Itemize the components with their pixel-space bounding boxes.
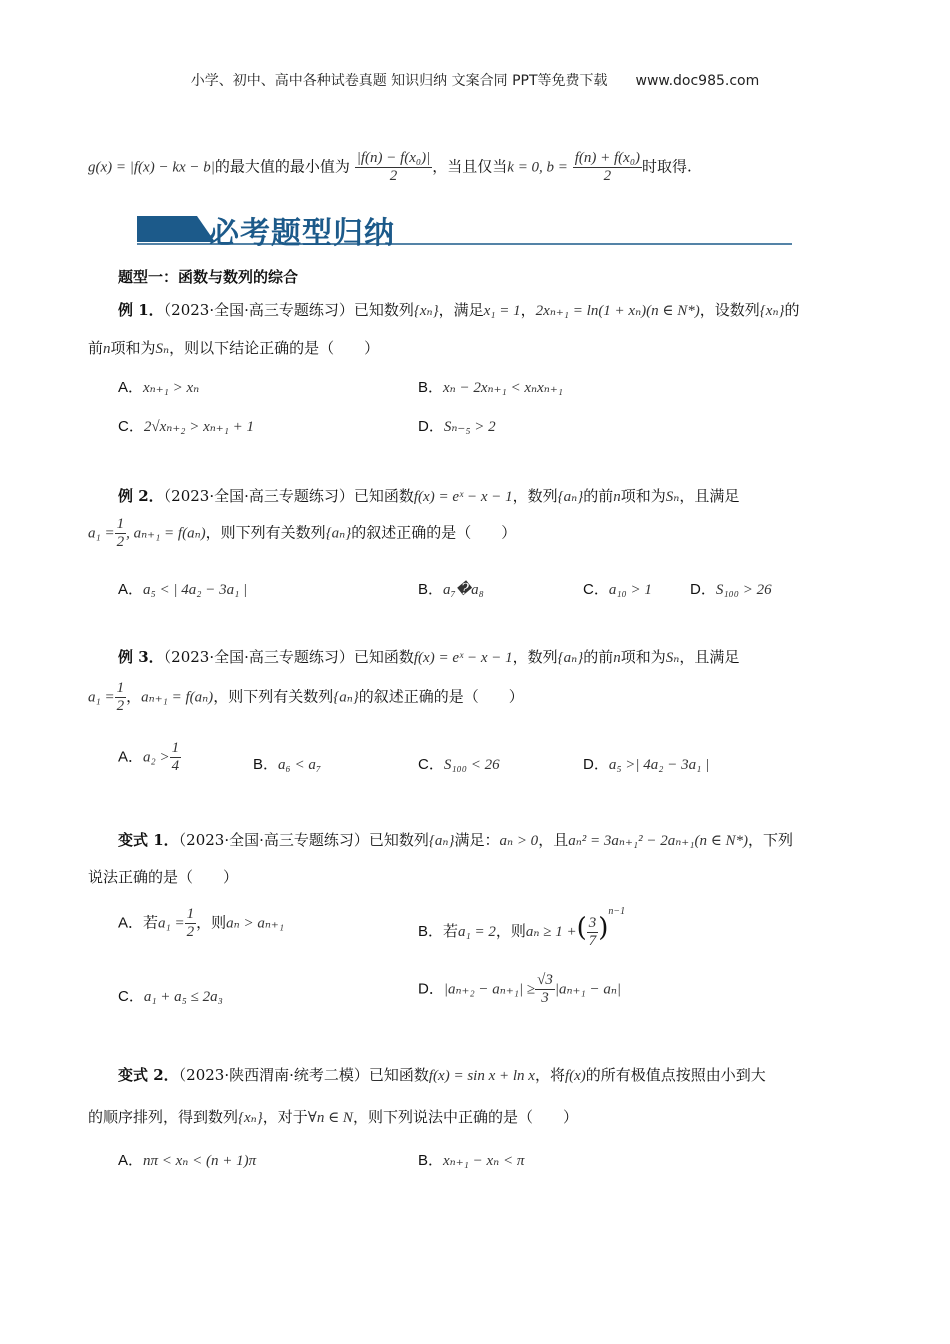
text: 的 bbox=[784, 301, 800, 319]
option-value: a₂ > bbox=[143, 749, 170, 766]
example-1-option-a[interactable] bbox=[118, 376, 199, 397]
text: 若 bbox=[443, 922, 459, 940]
option-label: C． bbox=[583, 581, 609, 598]
text: ，下列 bbox=[748, 831, 794, 849]
variant-2-option-b[interactable] bbox=[418, 1149, 524, 1170]
option-label: A． bbox=[118, 1152, 144, 1169]
math: f(x) bbox=[564, 1068, 586, 1084]
option-label: A． bbox=[118, 748, 144, 766]
example-2-option-b[interactable] bbox=[418, 578, 484, 599]
math: ∀n ∈ N bbox=[307, 1110, 353, 1126]
example-3-option-c[interactable] bbox=[418, 753, 500, 774]
page-header bbox=[0, 70, 950, 90]
intro-text-1: 的最大值的最小值为 bbox=[214, 157, 350, 176]
text: ，则以下结论正确的是（ ） bbox=[169, 339, 380, 357]
example-3-line-1 bbox=[118, 646, 739, 667]
example-1-option-c[interactable] bbox=[118, 415, 254, 436]
text: 的前 bbox=[583, 648, 614, 666]
example-2-option-a[interactable] bbox=[118, 578, 247, 599]
math: {aₙ} bbox=[557, 650, 584, 666]
option-label: C． bbox=[418, 756, 444, 773]
option-label: B． bbox=[418, 581, 444, 598]
text: ， bbox=[126, 687, 142, 706]
math: f(x) = eˣ − x − 1 bbox=[413, 650, 513, 666]
option-label: B． bbox=[253, 756, 279, 773]
header-text: 小学、初中、高中各种试卷真题 知识归纳 文案合同 PPT等免费下载 bbox=[190, 73, 608, 89]
fraction-half: $\frac{1}{2}$ bbox=[116, 680, 125, 714]
variant-2-label: 变式 2． bbox=[118, 1066, 179, 1084]
example-2-label: 例 2． bbox=[118, 487, 164, 505]
fraction-quarter: $\frac{1}{4}$ bbox=[171, 740, 180, 774]
intro-condition: k = 0, b = bbox=[507, 159, 568, 176]
option-value: |aₙ₊₂ − aₙ₊₁| ≥ bbox=[443, 981, 536, 998]
math: {aₙ} bbox=[333, 689, 359, 706]
example-1-source: （2023·全国·高三专题练习）已知数列 bbox=[163, 301, 414, 319]
math: {aₙ} bbox=[325, 525, 352, 542]
option-value: Sₙ₋₅ > 2 bbox=[443, 419, 496, 435]
paren-right: ) bbox=[598, 913, 609, 943]
paren-left: ( bbox=[576, 913, 587, 943]
text: ，则下列有关数列 bbox=[213, 687, 334, 706]
option-value: a₅ < | 4a₂ − 3a₁ | bbox=[143, 582, 248, 598]
example-1-option-d[interactable] bbox=[418, 415, 496, 436]
text: ， bbox=[520, 301, 536, 319]
text: 的顺序排列，得到数列 bbox=[88, 1108, 239, 1126]
math: a₁ = 2 bbox=[458, 924, 496, 940]
math: , aₙ₊₁ = f(aₙ) bbox=[126, 525, 206, 542]
option-value: a₁ + a₅ ≤ 2a₃ bbox=[143, 989, 223, 1005]
fraction-sqrt3-over-3: $\frac{√3}{3}$ bbox=[537, 972, 553, 1006]
text: ，数列 bbox=[512, 648, 558, 666]
math: {xₙ} bbox=[413, 303, 439, 319]
text: 项和为 bbox=[110, 339, 156, 357]
example-2-line-2 bbox=[88, 516, 516, 551]
fraction-half: $\frac{1}{2}$ bbox=[186, 906, 195, 940]
option-value: a₁₀ > 1 bbox=[608, 582, 652, 598]
option-value: 2√xₙ₊₂ > xₙ₊₁ + 1 bbox=[143, 419, 255, 435]
option-label: B． bbox=[418, 379, 444, 396]
math: f(x) = sin x + ln x bbox=[428, 1068, 535, 1084]
variant-1-option-a[interactable] bbox=[118, 906, 284, 941]
text: ，且 bbox=[538, 831, 569, 849]
section-banner bbox=[137, 208, 792, 251]
option-label: D． bbox=[690, 581, 716, 598]
variant-2-line-2 bbox=[88, 1106, 578, 1127]
variant-1-option-c[interactable] bbox=[118, 985, 223, 1006]
math: {aₙ} bbox=[557, 489, 584, 505]
variant-1-line-1 bbox=[118, 829, 793, 850]
option-label: D． bbox=[418, 980, 444, 998]
option-value: aₙ > aₙ₊₁ bbox=[226, 915, 285, 932]
math: n bbox=[613, 489, 621, 505]
example-1-line-1 bbox=[118, 299, 800, 320]
option-label: A． bbox=[118, 914, 144, 932]
fraction-half: $\frac{1}{2}$ bbox=[116, 516, 125, 550]
option-label: B． bbox=[418, 923, 444, 940]
fraction-max: $\frac{\text{|f(n) − f(x₀)|}}{2}$ bbox=[356, 150, 431, 184]
math: a₁ = bbox=[88, 689, 115, 706]
variant-2-line-1 bbox=[118, 1064, 766, 1085]
example-2-option-c[interactable] bbox=[583, 578, 652, 599]
example-2-line-1 bbox=[118, 485, 739, 506]
option-label: C． bbox=[118, 988, 144, 1005]
example-3-option-b[interactable] bbox=[253, 753, 321, 774]
option-value: a₆ < a₇ bbox=[278, 757, 322, 773]
example-2-source: （2023·全国·高三专题练习）已知函数 bbox=[163, 487, 414, 505]
exponent: n−1 bbox=[608, 906, 626, 917]
example-3-option-a[interactable] bbox=[118, 740, 181, 775]
math: 2xₙ₊₁ = ln(1 + xₙ)(n ∈ N*) bbox=[535, 303, 700, 319]
option-value: a₇�a₈ bbox=[443, 582, 484, 598]
math: n bbox=[613, 650, 621, 666]
text: ，且满足 bbox=[679, 648, 740, 666]
text: 项和为 bbox=[620, 487, 666, 505]
option-value: nπ < xₙ < (n + 1)π bbox=[143, 1153, 257, 1169]
variant-2-source: （2023·陕西渭南·统考二模）已知函数 bbox=[178, 1066, 429, 1084]
intro-text-3: 时取得. bbox=[642, 157, 692, 176]
section-title: 题型一：函数与数列的综合 bbox=[118, 268, 299, 286]
math: x₁ = 1 bbox=[483, 303, 521, 319]
math: Sₙ bbox=[665, 650, 680, 666]
variant-1-option-d[interactable] bbox=[418, 972, 621, 1007]
text: ，则下列有关数列 bbox=[205, 523, 326, 542]
option-value: |aₙ₊₁ − aₙ| bbox=[554, 981, 622, 998]
example-1-label: 例 1． bbox=[118, 301, 164, 319]
option-value: S₁₀₀ < 26 bbox=[443, 757, 500, 773]
text: ，则下列说法中正确的是（ ） bbox=[352, 1108, 578, 1126]
text: ，则 bbox=[196, 913, 227, 932]
example-3-source: （2023·全国·高三专题练习）已知函数 bbox=[163, 648, 414, 666]
math: aₙ₊₁ = f(aₙ) bbox=[141, 689, 214, 706]
math: a₁ = bbox=[158, 915, 185, 932]
example-2-option-d[interactable] bbox=[690, 578, 772, 599]
text: ，对于 bbox=[262, 1108, 308, 1126]
text: 的叙述正确的是（ ） bbox=[351, 523, 517, 542]
intro-text-2: ，当且仅当 bbox=[432, 157, 508, 176]
math: Sₙ bbox=[665, 489, 680, 505]
text: 满足： bbox=[454, 831, 500, 849]
math: {xₙ} bbox=[759, 303, 785, 319]
text: 项和为 bbox=[620, 648, 666, 666]
example-1-option-b[interactable] bbox=[418, 376, 563, 397]
math: n bbox=[103, 341, 111, 357]
variant-1-source: （2023·全国·高三专题练习）已知数列 bbox=[178, 831, 429, 849]
variant-1-label: 变式 1． bbox=[118, 831, 179, 849]
option-label: D． bbox=[583, 756, 609, 773]
header-site-link[interactable]: www.doc985.com bbox=[635, 73, 760, 89]
option-value: xₙ₊₁ − xₙ < π bbox=[443, 1153, 525, 1169]
math: f(x) = eˣ − x − 1 bbox=[413, 489, 513, 505]
math: aₙ > 0 bbox=[499, 833, 539, 849]
g-definition: g(x) = |f(x) − kx − b| bbox=[88, 159, 215, 176]
variant-1-line-2: 说法正确的是（ ） bbox=[88, 868, 239, 886]
option-label: C． bbox=[118, 418, 144, 435]
option-label: A． bbox=[118, 379, 144, 396]
option-value: S₁₀₀ > 26 bbox=[715, 582, 772, 598]
example-3-line-2 bbox=[88, 680, 524, 715]
fraction-three-sevenths: $\frac{3}{7}$ bbox=[588, 914, 597, 949]
example-3-option-d[interactable] bbox=[583, 753, 709, 774]
variant-2-option-a[interactable] bbox=[118, 1149, 256, 1170]
text: 前 bbox=[88, 339, 104, 357]
text: 若 bbox=[143, 913, 159, 932]
text: 的所有极值点按照由小到大 bbox=[585, 1066, 766, 1084]
example-1-line-2 bbox=[88, 337, 379, 358]
text: ，且满足 bbox=[679, 487, 740, 505]
example-3-label: 例 3． bbox=[118, 648, 164, 666]
math: aₙ² = 3aₙ₊₁² − 2aₙ₊₁(n ∈ N*) bbox=[568, 833, 749, 849]
variant-1-option-b[interactable] bbox=[418, 906, 625, 950]
text: ，则 bbox=[495, 922, 526, 940]
text: 的前 bbox=[583, 487, 614, 505]
banner-title: 必考题型归纳 bbox=[209, 216, 395, 251]
option-label: D． bbox=[418, 418, 444, 435]
option-value: xₙ₊₁ > xₙ bbox=[143, 380, 200, 396]
math: a₁ = bbox=[88, 525, 115, 542]
intro-line bbox=[88, 150, 692, 185]
text: ，满足 bbox=[438, 301, 484, 319]
text: ，数列 bbox=[512, 487, 558, 505]
text: ，设数列 bbox=[699, 301, 760, 319]
math: Sₙ bbox=[155, 341, 170, 357]
text: ，将 bbox=[534, 1066, 565, 1084]
math: {aₙ} bbox=[428, 833, 455, 849]
option-label: A． bbox=[118, 581, 144, 598]
math: {xₙ} bbox=[238, 1110, 263, 1126]
option-value: aₙ ≥ 1 + bbox=[525, 924, 577, 940]
fraction-b: $\frac{\text{f(n) + f(x₀)}}{2}$ bbox=[574, 150, 641, 184]
option-value: xₙ − 2xₙ₊₁ < xₙxₙ₊₁ bbox=[443, 380, 563, 396]
option-value: a₅ >| 4a₂ − 3a₁ | bbox=[608, 757, 710, 773]
option-label: B． bbox=[418, 1152, 444, 1169]
text: 的叙述正确的是（ ） bbox=[358, 687, 524, 706]
